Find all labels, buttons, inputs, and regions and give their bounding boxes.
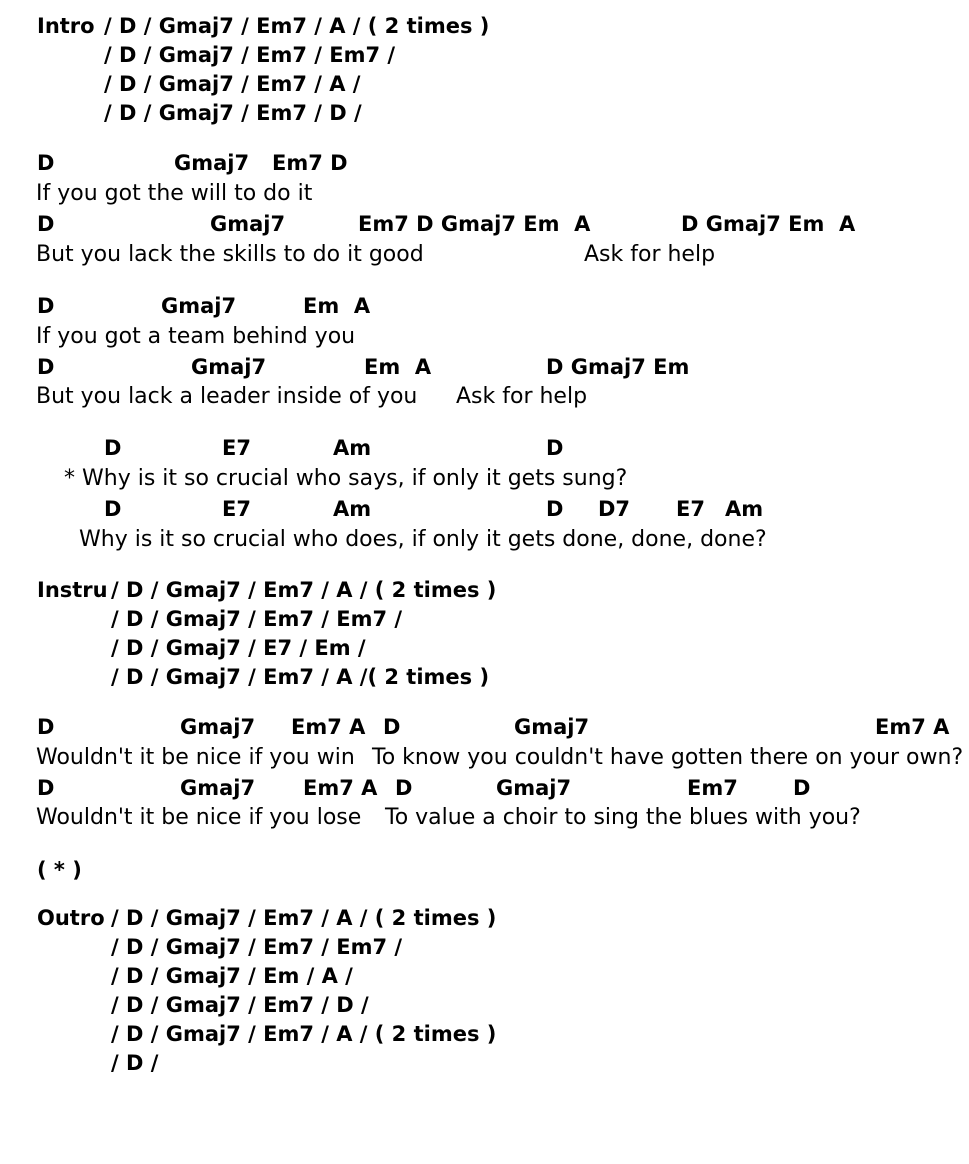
chord: D Gmaj7 Em A (681, 212, 856, 236)
chord: Gmaj7 (174, 151, 250, 175)
chord: D (395, 776, 413, 800)
instru-line: / D / Gmaj7 / Em7 / Em7 / (111, 607, 403, 631)
outro-label: Outro (37, 906, 105, 930)
outro-line: / D / Gmaj7 / Em7 / Em7 / (111, 935, 403, 959)
lyric-line: If you got the will to do it (36, 181, 313, 206)
outro-line: / D / Gmaj7 / Em7 / A / ( 2 times ) (111, 1022, 497, 1046)
intro-line: / D / Gmaj7 / Em7 / A / (104, 72, 361, 96)
lyric-line: Wouldn't it be nice if you win (36, 745, 355, 770)
chord: E7 (222, 497, 251, 521)
instru-line: / D / Gmaj7 / Em7 / A /( 2 times ) (111, 665, 490, 689)
intro-line: / D / Gmaj7 / Em7 / D / (104, 101, 362, 125)
repeat-marker: ( * ) (37, 858, 82, 882)
lyric-line: Why is it so crucial who does, if only it gets done, done, done? (79, 527, 767, 552)
chord: Em7 (687, 776, 738, 800)
instru-line: / D / Gmaj7 / Em7 / A / ( 2 times ) (111, 578, 497, 602)
chord: Em7 D Gmaj7 Em A (358, 212, 591, 236)
chord: D (546, 497, 564, 521)
chord: Gmaj7 (180, 776, 256, 800)
chord: Gmaj7 (496, 776, 572, 800)
lyric-line: But you lack the skills to do it good (36, 242, 424, 267)
chord: Em7 A (875, 715, 950, 739)
chord: Em A (303, 294, 371, 318)
chord: Am (333, 436, 372, 460)
chord: D (104, 436, 122, 460)
outro-line: / D / Gmaj7 / Em / A / (111, 964, 353, 988)
intro-label: Intro (37, 14, 95, 38)
chord: Gmaj7 (161, 294, 237, 318)
chord: Gmaj7 (180, 715, 256, 739)
intro-line: / D / Gmaj7 / Em7 / Em7 / (104, 43, 396, 67)
chord: Gmaj7 (514, 715, 590, 739)
chord: Em7 A (303, 776, 378, 800)
chord: E7 (676, 497, 705, 521)
chord: D (37, 715, 55, 739)
chord: D (37, 355, 55, 379)
chord: D (383, 715, 401, 739)
chord: D (793, 776, 811, 800)
chord: D (104, 497, 122, 521)
outro-line: / D / (111, 1051, 159, 1075)
chord: Em7 D (272, 151, 348, 175)
chord: D (546, 436, 564, 460)
lyric-line: Ask for help (584, 242, 716, 267)
chord: D (37, 294, 55, 318)
chord: Em A (364, 355, 432, 379)
instru-label: Instru (37, 578, 108, 602)
lyric-line: But you lack a leader inside of you (36, 384, 418, 409)
lyric-line: To value a choir to sing the blues with you? (385, 805, 861, 830)
lyric-line: If you got a team behind you (36, 324, 356, 349)
chord: Em7 A (291, 715, 366, 739)
chord: D (37, 212, 55, 236)
instru-line: / D / Gmaj7 / E7 / Em / (111, 636, 366, 660)
chord: D Gmaj7 Em (546, 355, 690, 379)
lyric-line: Ask for help (456, 384, 588, 409)
lyric-line: To know you couldn't have gotten there on your own? (372, 745, 964, 770)
lyric-line: Wouldn't it be nice if you lose (36, 805, 362, 830)
chord: D (37, 776, 55, 800)
chord: Gmaj7 (191, 355, 267, 379)
lyric-line: * Why is it so crucial who says, if only it gets sung? (64, 466, 628, 491)
outro-line: / D / Gmaj7 / Em7 / A / ( 2 times ) (111, 906, 497, 930)
chord: Am (333, 497, 372, 521)
chord: Gmaj7 (210, 212, 286, 236)
chord: E7 (222, 436, 251, 460)
chord: D7 (598, 497, 631, 521)
chord: Am (725, 497, 764, 521)
chord: D (37, 151, 55, 175)
intro-line: / D / Gmaj7 / Em7 / A / ( 2 times ) (104, 14, 490, 38)
outro-line: / D / Gmaj7 / Em7 / D / (111, 993, 369, 1017)
